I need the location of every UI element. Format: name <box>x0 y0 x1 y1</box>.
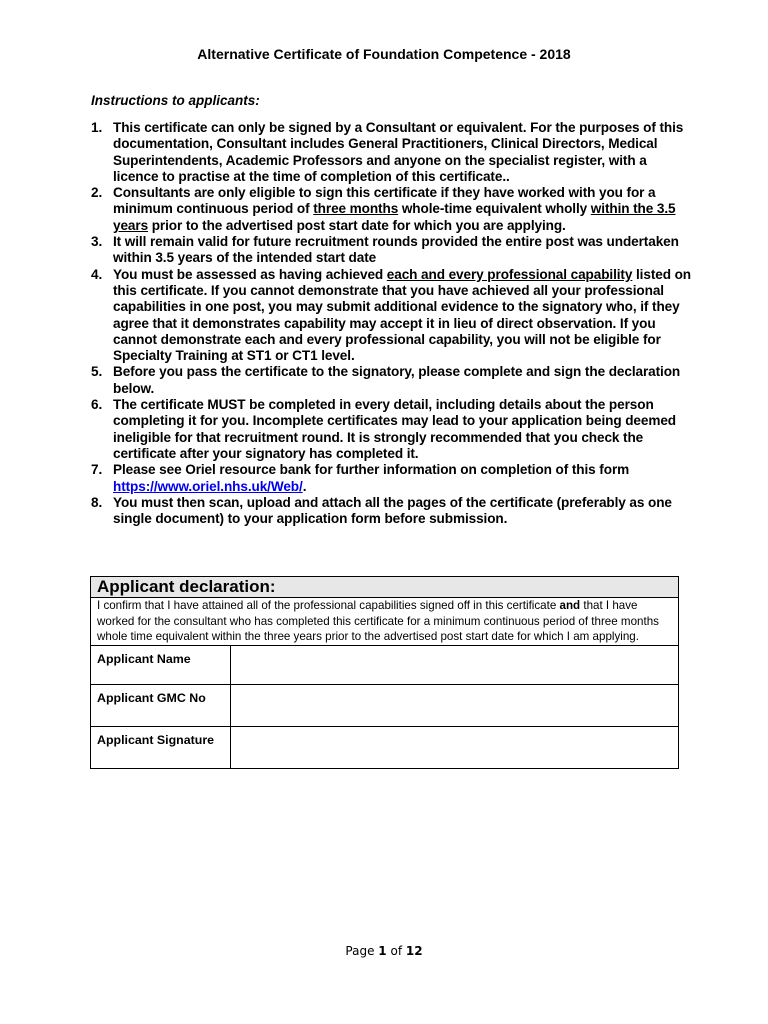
declaration-heading-cell <box>91 577 679 598</box>
declaration-heading: Applicant declaration: <box>97 577 276 596</box>
instruction-item <box>91 120 691 185</box>
instruction-item <box>91 397 691 462</box>
instruction-text: The certificate MUST be completed in every detail, including details about the person completing it for you. Incomplete certificates may lead to your application being deemed ineligible for that recruitment round. It is strongly recommended that you check the certificate after your signatory has completed it. <box>113 397 677 461</box>
applicant-gmc-field[interactable] <box>231 684 679 726</box>
instruction-number: 4. <box>91 266 103 282</box>
applicant-signature-field[interactable] <box>231 726 679 768</box>
instruction-item <box>91 462 691 495</box>
instruction-item <box>91 234 691 267</box>
applicant-gmc-label: Applicant GMC No <box>91 684 231 726</box>
instruction-number: 2. <box>91 185 103 201</box>
instruction-number: 1. <box>91 120 103 135</box>
instruction-text: You must then scan, upload and attach all the pages of the certificate (preferably as one single document) to your application form before submission. <box>113 494 672 527</box>
applicant-signature-label: Applicant Signature <box>91 726 231 768</box>
instruction-number: 3. <box>91 234 103 250</box>
instruction-text: This certificate can only be signed by a Consultant or equivalent. For the purposes of this documentation, Consultant includes General Practitioners, Clinical Directors, Medical Superintendents, Academic Professors and anyone on the specialist register, with a licence to practise at the time of completion of this certificate.. <box>113 120 684 184</box>
instructions-heading: Instructions to applicants: <box>91 93 260 108</box>
declaration-statement: I confirm that I have attained all of the professional capabilities signed off in this certificate and that I have worked for the consultant who has completed this certificate for a minimum continuous period of three months whole time equivalent within the three years prior to the advertised post start date for which I am applying. <box>91 598 679 646</box>
instruction-item <box>91 495 691 528</box>
instruction-number: 8. <box>91 494 103 510</box>
instruction-text: Before you pass the certificate to the signatory, please complete and sign the declaration below. <box>113 364 681 396</box>
instruction-item <box>91 185 691 234</box>
instruction-number: 7. <box>91 462 103 478</box>
document-title: Alternative Certificate of Foundation Competence - 2018 <box>197 46 571 62</box>
instruction-number: 6. <box>91 397 103 413</box>
applicant-declaration-table <box>90 576 679 769</box>
instruction-item <box>91 267 691 365</box>
underlined-emphasis: each and every professional capability <box>386 266 633 282</box>
page-number: Page 1 of 12 <box>345 944 423 958</box>
instruction-text: Consultants are only eligible to sign this certificate if they have worked with you for a minimum continuous period of three months whole-time equivalent wholly within the 3.5 years prior to the advertised post start date for which you are applying. <box>113 185 676 233</box>
instruction-text: Please see Oriel resource bank for further information on completion of this form https://www.oriel.nhs.uk/Web/. <box>113 462 630 494</box>
instruction-text: You must be assessed as having achieved each and every professional capability listed on this certificate. If you cannot demonstrate that you have achieved all your professional capabilities in one post, you may submit additional evidence to the signatory who, if they agree that it demonstrates capability may accept it in lieu of direct observation. If you cannot demonstrate each and every professional capability, you will not be eligible for Specialty Training at ST1 or CT1 level. <box>113 266 691 364</box>
oriel-web-link[interactable]: https://www.oriel.nhs.uk/Web/ <box>113 478 303 494</box>
applicant-name-label: Applicant Name <box>91 645 231 684</box>
instruction-number: 5. <box>91 364 103 380</box>
instructions-list <box>91 120 691 527</box>
underlined-emphasis: within the 3.5 years <box>113 201 676 233</box>
instruction-item <box>91 364 691 397</box>
applicant-name-field[interactable] <box>231 645 679 684</box>
instruction-text: It will remain valid for future recruitment rounds provided the entire post was undertaken within 3.5 years of the intended start date <box>113 234 679 266</box>
underlined-emphasis: three months <box>313 201 399 217</box>
